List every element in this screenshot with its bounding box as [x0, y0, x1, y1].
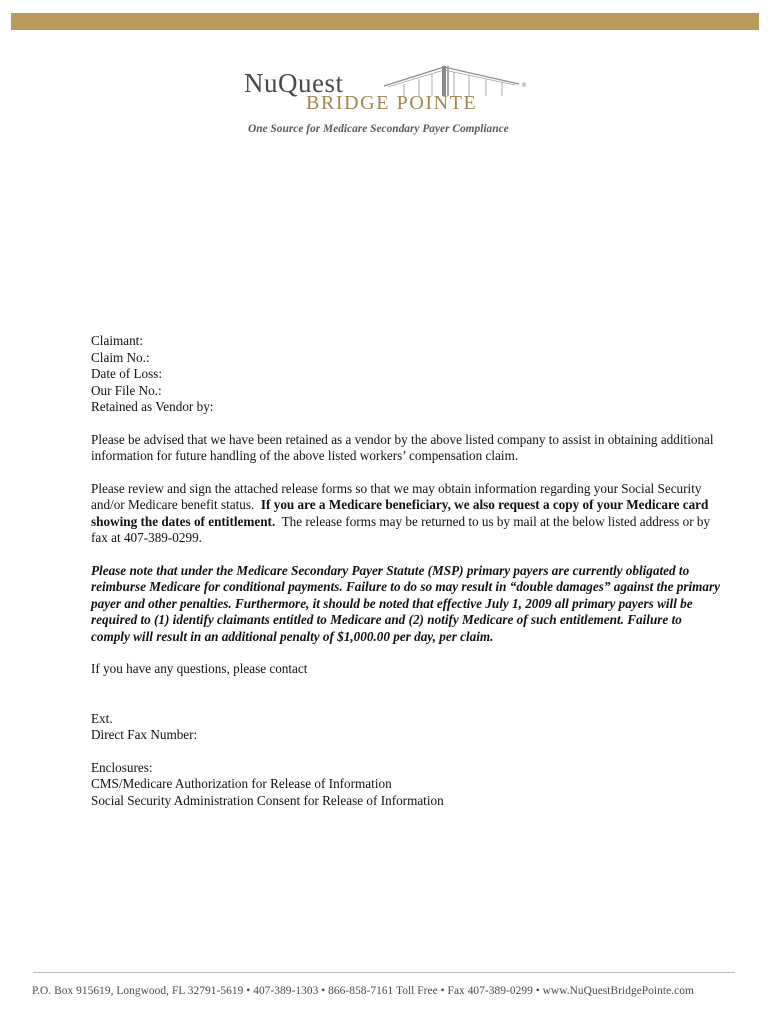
field-claim-no: Claim No.:	[91, 349, 150, 365]
paragraph-vendor-notice: Please be advised that we have been retained as a vendor by the above listed company to assist in obtaining additional information for future handling of the above listed workers’ compensation claim.	[91, 431, 714, 463]
header-bar	[11, 13, 759, 30]
contact-direct-fax: Direct Fax Number:	[91, 727, 198, 742]
claim-fields	[91, 333, 723, 416]
letter-body	[91, 333, 723, 809]
company-logo	[244, 62, 544, 142]
enclosures-title: Enclosures:	[91, 759, 153, 775]
field-our-file-no: Our File No.:	[91, 382, 162, 398]
registered-mark: ®	[521, 82, 527, 89]
paragraph-release-forms	[91, 481, 723, 547]
release-forms-return: The release forms may be returned to us by mail at the below listed address or by fax at 407-389-0299.	[91, 513, 711, 545]
enclosure-item: CMS/Medicare Authorization for Release of Information	[91, 776, 392, 791]
footer-divider	[33, 972, 735, 973]
contact-ext: Ext.	[91, 710, 113, 726]
field-retained-by: Retained as Vendor by:	[91, 399, 214, 414]
logo-wordmark-bridge-pointe: BRIDGE POINTE	[306, 92, 478, 114]
footer-contact-info: P.O. Box 915619, Longwood, FL 32791-5619 • 407-389-1303 • 866-858-7161 Toll Free • Fax 407-389-0299 • www.NuQuestBridgePointe.com	[32, 985, 694, 997]
paragraph-questions: If you have any questions, please contact	[91, 661, 308, 676]
medicare-card-request: If you are a Medicare beneficiary, we also request a copy of your Medicare card showing the dates of entitlement.	[91, 497, 709, 529]
field-claimant: Claimant:	[91, 333, 144, 348]
release-forms-lead: Please review and sign the attached release forms so that we may obtain information regarding your Social Security and/or Medicare benefit status.	[91, 480, 702, 512]
enclosure-item: Social Security Administration Consent for Release of Information	[91, 792, 444, 808]
logo-tagline: One Source for Medicare Secondary Payer Compliance	[248, 123, 509, 135]
field-date-of-loss: Date of Loss:	[91, 366, 163, 381]
logo-wordmark-nuquest: NuQuest	[244, 68, 344, 98]
paragraph-msp-notice: Please note that under the Medicare Secondary Payer Statute (MSP) primary payers are currently obligated to reimburse Medicare for conditional payments. Failure to do so may result in “double damages” against the primary payer and other penalties. Furthermore, it should be noted that effective July 1, 2009 all primary payers will be required to (1) identify claimants entitled to Medicare and (2) notify Medicare of such entitlement. Failure to comply will result in an additional penalty of $1,000.00 per day, per claim.	[91, 562, 721, 644]
